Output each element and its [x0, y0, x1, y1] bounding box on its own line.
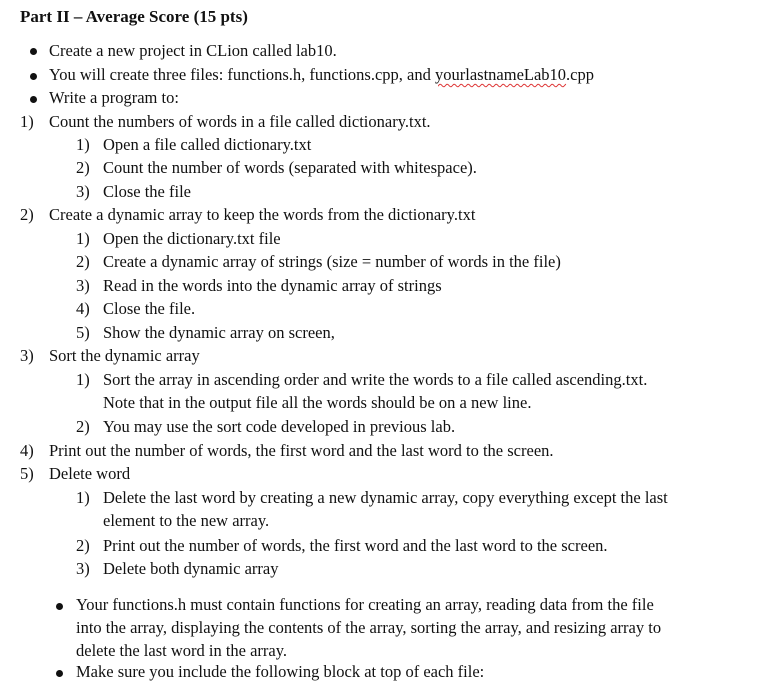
substep-number: 3) [76, 182, 90, 201]
substep-number: 2) [76, 252, 90, 271]
step-2-sub-2: Create a dynamic array of strings (size = number of words in the file) [103, 252, 561, 271]
step-number: 4) [20, 441, 34, 460]
outro-bullet-2: Make sure you include the following block at top of each file: [76, 662, 485, 681]
substep-number: 2) [76, 417, 90, 436]
bullet-icon [56, 670, 63, 677]
outro-bullet-1-line-3: delete the last word in the array. [76, 641, 288, 660]
step-5-sub-1: Delete the last word by creating a new dynamic array, copy everything except the last [103, 488, 668, 507]
step-3-text: Sort the dynamic array [49, 346, 200, 365]
substep-number: 1) [76, 229, 90, 248]
intro-bullet-1: Create a new project in CLion called lab10. [49, 41, 337, 60]
step-3-sub-1: Sort the array in ascending order and write the words to a file called ascending.txt. [103, 370, 648, 389]
outro-bullet-1-line-2: into the array, displaying the contents of the array, sorting the array, and resizing array to [76, 618, 662, 637]
bullet-icon [30, 73, 37, 80]
substep-number: 3) [76, 276, 90, 295]
substep-number: 1) [76, 488, 90, 507]
step-5-text: Delete word [49, 464, 131, 483]
step-2-sub-5: Show the dynamic array on screen, [103, 323, 335, 342]
section-title: Part II – Average Score (15 pts) [20, 7, 248, 26]
step-2-text: Create a dynamic array to keep the words from the dictionary.txt [49, 205, 476, 224]
step-2-sub-3: Read in the words into the dynamic array of strings [103, 276, 442, 295]
step-number: 3) [20, 346, 34, 365]
step-3-sub-1-cont: Note that in the output file all the words should be on a new line. [103, 393, 532, 412]
step-3-sub-2: You may use the sort code developed in previous lab. [103, 417, 456, 436]
step-number: 2) [20, 205, 34, 224]
step-5-sub-2: Print out the number of words, the first word and the last word to the screen. [103, 536, 608, 555]
step-5-sub-1-cont: element to the new array. [103, 511, 270, 530]
substep-number: 4) [76, 299, 90, 318]
intro-bullet-2-tail: .cpp [566, 65, 594, 84]
bullet-icon [30, 96, 37, 103]
substep-number: 3) [76, 559, 90, 578]
intro-bullet-2 [49, 64, 594, 86]
step-1-sub-3: Close the file [103, 182, 191, 201]
bullet-icon [30, 48, 37, 55]
step-1-sub-2: Count the number of words (separated with whitespace). [103, 158, 477, 177]
step-number: 5) [20, 464, 34, 483]
substep-number: 5) [76, 323, 90, 342]
substep-number: 1) [76, 135, 90, 154]
step-1-sub-1: Open a file called dictionary.txt [103, 135, 312, 154]
step-number: 1) [20, 112, 34, 131]
spellcheck-underlined-word: yourlastnameLab10 [435, 65, 567, 84]
step-4-text: Print out the number of words, the first word and the last word to the screen. [49, 441, 554, 460]
step-2-sub-1: Open the dictionary.txt file [103, 229, 281, 248]
substep-number: 1) [76, 370, 90, 389]
step-1-text: Count the numbers of words in a file called dictionary.txt. [49, 112, 431, 131]
outro-bullet-1-line-1: Your functions.h must contain functions for creating an array, reading data from the file [76, 595, 654, 614]
intro-bullet-2-text: You will create three files: functions.h, functions.cpp, and [49, 65, 435, 84]
intro-bullet-3: Write a program to: [49, 88, 179, 107]
substep-number: 2) [76, 536, 90, 555]
step-5-sub-3: Delete both dynamic array [103, 559, 279, 578]
substep-number: 2) [76, 158, 90, 177]
step-2-sub-4: Close the file. [103, 299, 196, 318]
bullet-icon [56, 603, 63, 610]
